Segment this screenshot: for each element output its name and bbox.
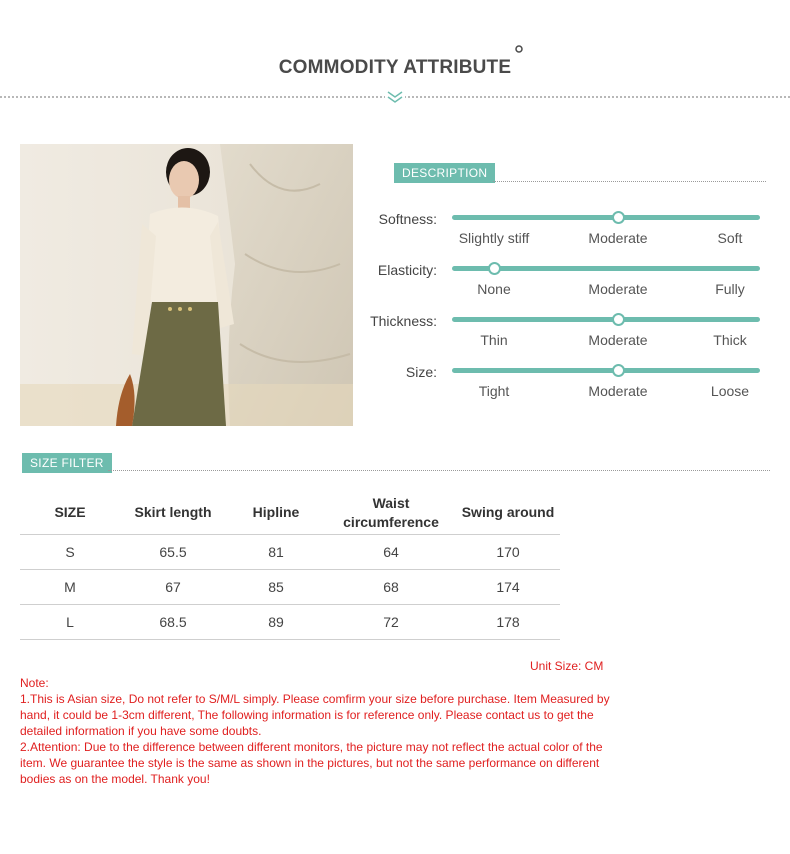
- attribute-option: Moderate: [588, 230, 648, 246]
- attribute-option: Soft: [717, 230, 743, 246]
- note-item: 1.This is Asian size, Do not refer to S/M/L simply. Please comfirm your size before purchase. Item Measured by hand, it could be 1-3cm different, The following information is for reference only. Please contact us to get the detailed information if you have some doubts.: [20, 692, 610, 738]
- attribute-label: Size:: [405, 364, 437, 380]
- attribute-option: None: [477, 281, 511, 297]
- description-tag: DESCRIPTION: [394, 163, 495, 183]
- table-cell: 85: [226, 569, 326, 604]
- table-header-waist: Waist circumference: [326, 492, 456, 534]
- table-cell: 81: [226, 534, 326, 569]
- table-row: [20, 604, 560, 639]
- page-title: COMMODITY ATTRIBUTE: [278, 57, 512, 78]
- double-chevron-down-icon: [385, 90, 405, 104]
- attribute-option: Slightly stiff: [458, 230, 530, 246]
- attribute-label: Softness:: [378, 211, 437, 227]
- size-filter-divider: [108, 470, 770, 471]
- unit-size-label: Unit Size: CM: [530, 659, 604, 673]
- attribute-option: Tight: [478, 383, 510, 399]
- table-cell: 89: [226, 604, 326, 639]
- attribute-option: Moderate: [588, 383, 648, 399]
- attribute-option: Fully: [715, 281, 745, 297]
- table-cell: S: [20, 534, 120, 569]
- attribute-option: Thick: [713, 332, 747, 348]
- attribute-slider-knob: [612, 313, 625, 326]
- size-table: [20, 492, 560, 640]
- attribute-slider-knob: [612, 364, 625, 377]
- description-divider: [493, 181, 766, 182]
- table-cell: M: [20, 569, 120, 604]
- note-title: Note:: [20, 676, 49, 690]
- attribute-slider-knob: [488, 262, 501, 275]
- table-cell: 64: [326, 534, 456, 569]
- table-cell: 170: [456, 534, 560, 569]
- attribute-slider-track: [452, 368, 760, 373]
- degree-icon: [514, 44, 524, 54]
- table-cell: 65.5: [120, 534, 226, 569]
- product-photo: [20, 144, 353, 426]
- attribute-slider-track: [452, 317, 760, 322]
- table-cell: L: [20, 604, 120, 639]
- attribute-option: Moderate: [588, 332, 648, 348]
- table-header-swing-around: Swing around: [456, 492, 560, 534]
- table-cell: 72: [326, 604, 456, 639]
- table-cell: 68.5: [120, 604, 226, 639]
- table-cell: 67: [120, 569, 226, 604]
- attribute-slider-track: [452, 215, 760, 220]
- table-row: [20, 534, 560, 569]
- table-header-hipline: Hipline: [226, 492, 326, 534]
- note-block: [20, 675, 610, 787]
- attribute-option: Moderate: [588, 281, 648, 297]
- table-header-skirt-length: Skirt length: [120, 492, 226, 534]
- table-header-row: [20, 492, 560, 534]
- attribute-label: Elasticity:: [377, 262, 437, 278]
- table-cell: 174: [456, 569, 560, 604]
- attribute-slider-knob: [612, 211, 625, 224]
- table-header-size: SIZE: [20, 492, 120, 534]
- attribute-label: Thickness:: [370, 313, 437, 329]
- table-cell: 68: [326, 569, 456, 604]
- table-row: [20, 569, 560, 604]
- attribute-option: Loose: [710, 383, 750, 399]
- table-cell: 178: [456, 604, 560, 639]
- note-item: 2.Attention: Due to the difference between different monitors, the picture may not reflect the actual color of the item. We guarantee the style is the same as shown in the pictures, but not the same performance on different bodies as on the model. Thank you!: [20, 740, 603, 786]
- attribute-option: Thin: [480, 332, 508, 348]
- size-filter-tag: SIZE FILTER: [22, 453, 112, 473]
